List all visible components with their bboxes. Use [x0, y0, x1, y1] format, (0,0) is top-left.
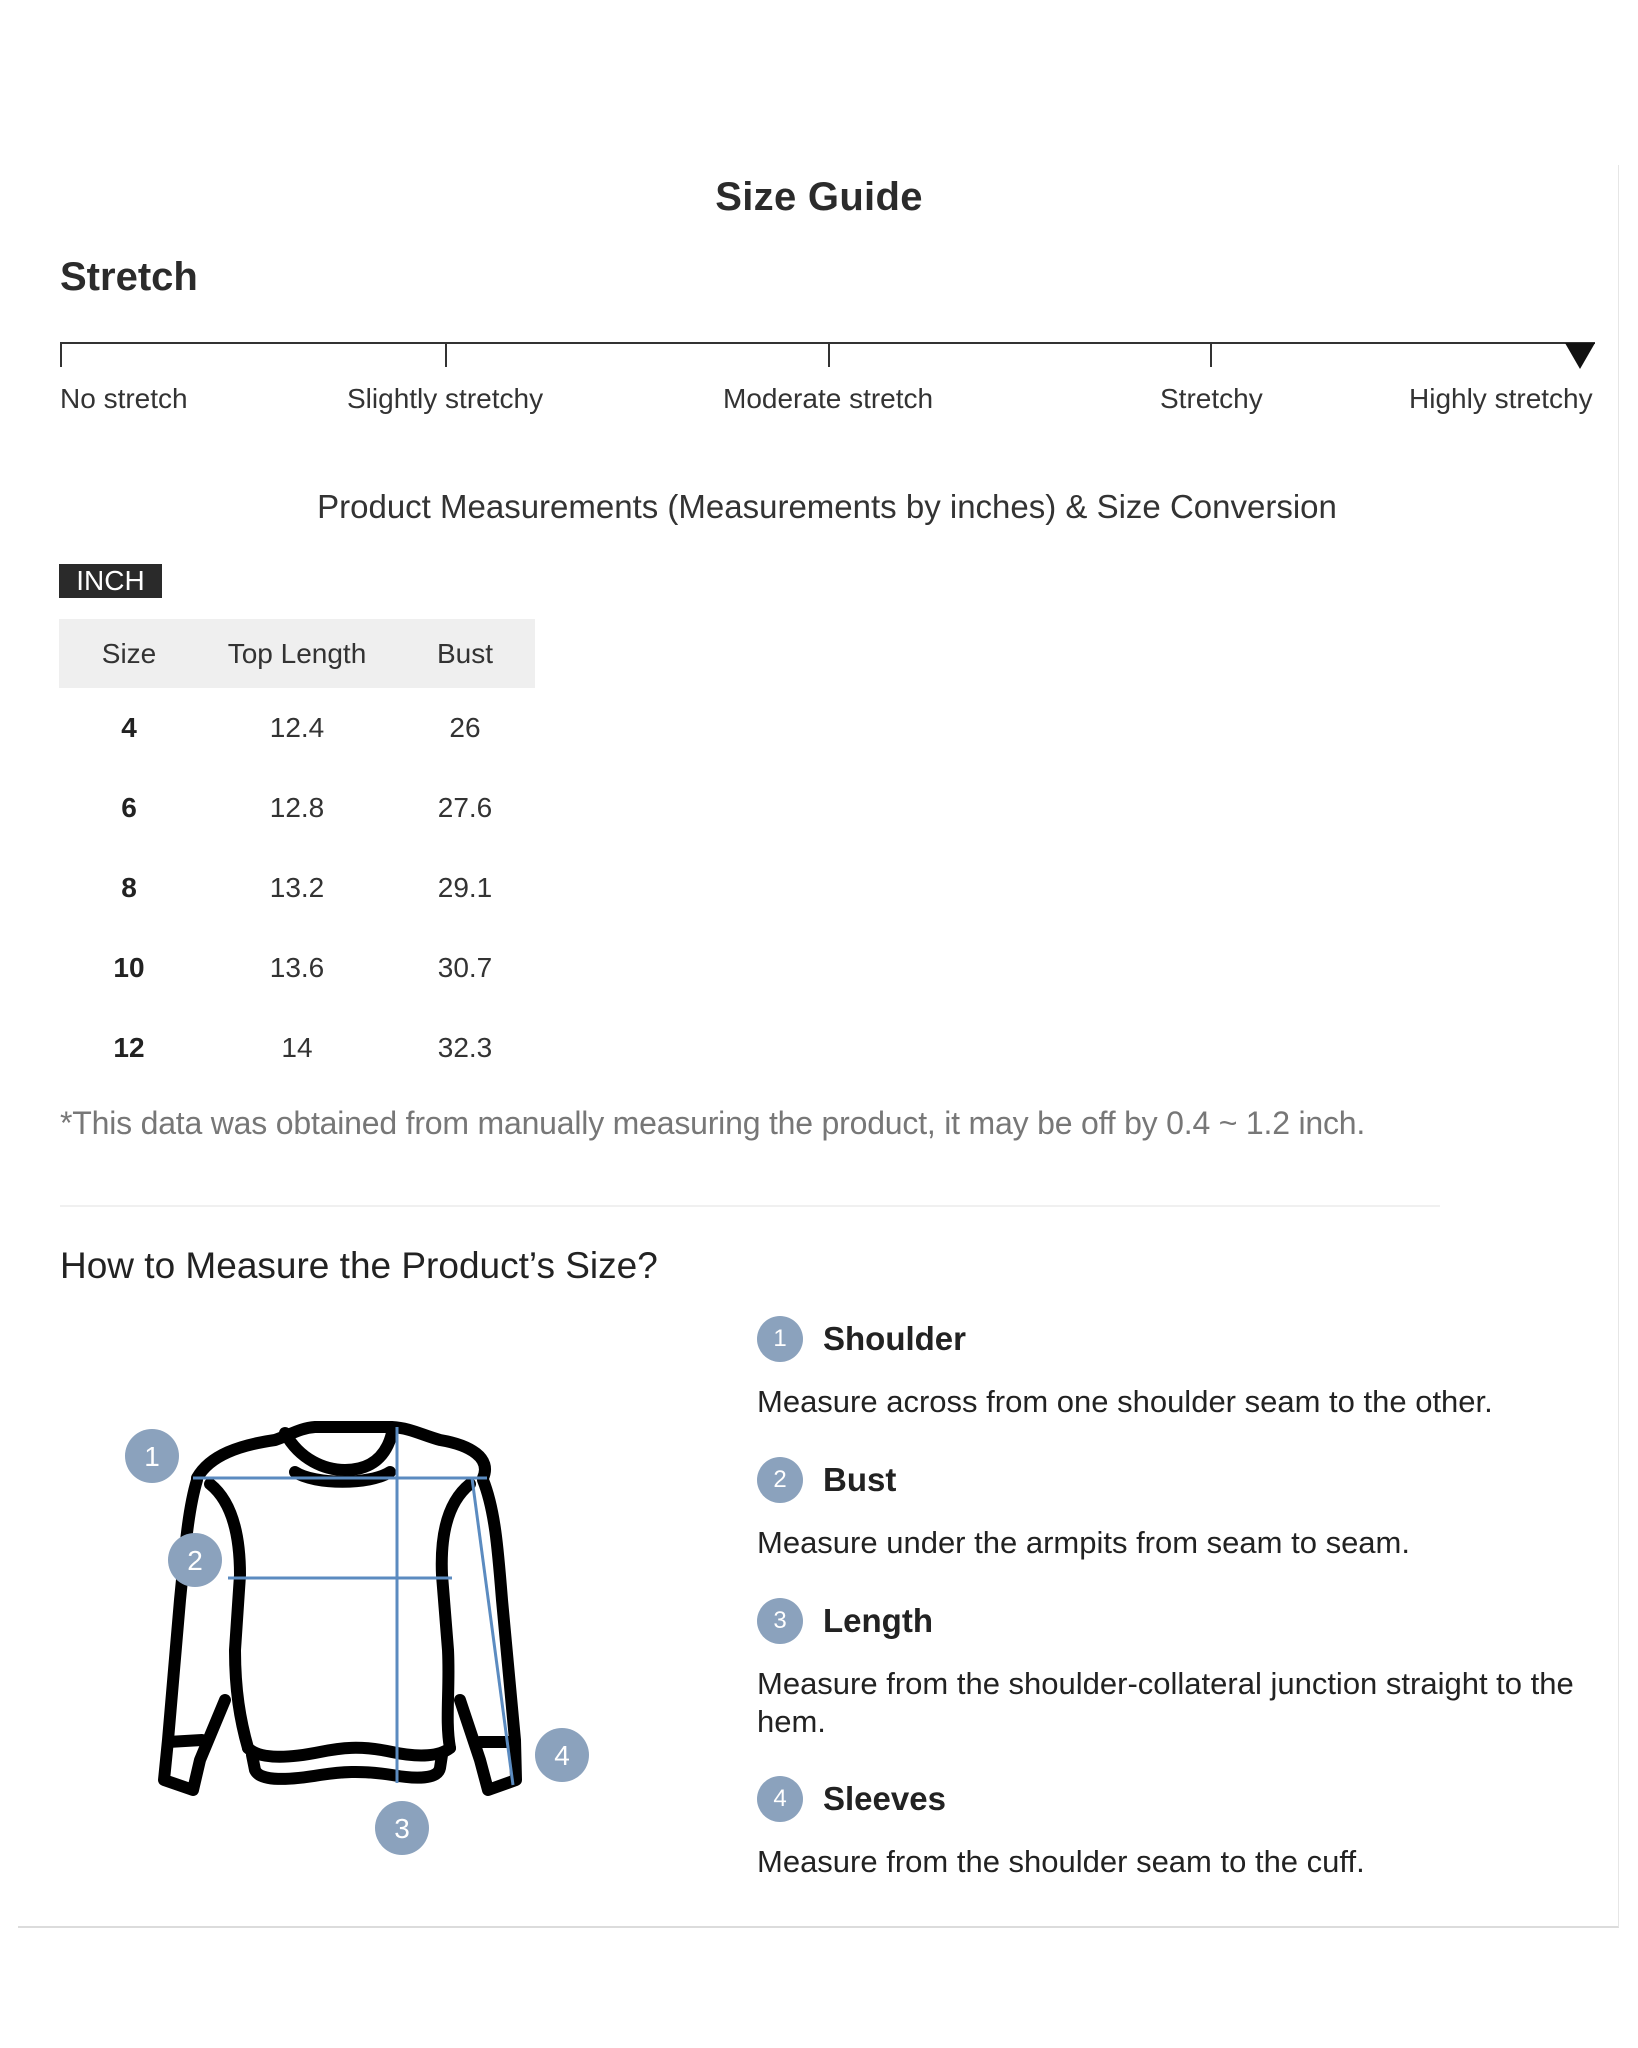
cell-size: 6 — [121, 792, 137, 823]
step-description: Measure under the armpits from seam to seam. — [757, 1525, 1410, 1560]
stretch-label-selected: Highly stretchy — [1409, 383, 1593, 414]
cell-top-length: 14 — [281, 1032, 313, 1063]
marker-sleeves: 4 — [554, 1740, 570, 1771]
step-number-badge: 2 — [757, 1457, 803, 1503]
marker-length: 3 — [394, 1813, 410, 1844]
step-title: Bust — [823, 1461, 897, 1498]
table-row — [59, 768, 535, 848]
stretch-tick — [1210, 342, 1212, 367]
step-description: Measure from the shoulder-collateral junction straight to the hem. — [757, 1666, 1574, 1739]
size-table — [59, 619, 535, 1088]
cell-bust: 32.3 — [437, 1032, 493, 1063]
step-number-badge: 4 — [757, 1776, 803, 1822]
step-title: Length — [823, 1602, 933, 1639]
step-number-badge: 1 — [757, 1316, 803, 1362]
cell-size: 8 — [121, 872, 137, 903]
step-length — [757, 1597, 1617, 1741]
section-divider — [60, 1205, 1440, 1207]
stretch-tick — [445, 342, 447, 367]
marker-bust: 2 — [187, 1545, 203, 1576]
unit-badge[interactable]: INCH — [59, 564, 162, 598]
cell-bust: 26 — [449, 712, 481, 743]
measurement-disclaimer: *This data was obtained from manually measuring the product, it may be off by 0.4 ~ 1.2 inch. — [60, 1105, 1366, 1141]
cell-top-length: 12.8 — [269, 792, 325, 823]
step-sleeves — [757, 1775, 1617, 1881]
sweater-diagram-icon — [100, 1400, 620, 1920]
stretch-label: Moderate stretch — [723, 383, 934, 414]
stretch-tick — [60, 342, 62, 367]
cell-top-length: 13.6 — [269, 952, 325, 983]
step-shoulder — [757, 1315, 1617, 1421]
column-header-bust: Bust — [395, 619, 535, 688]
step-title: Sleeves — [823, 1780, 946, 1817]
cell-top-length: 13.2 — [269, 872, 325, 903]
stretch-label: No stretch — [60, 383, 188, 414]
cell-size: 12 — [113, 1032, 145, 1063]
page-title: Size Guide — [715, 175, 923, 219]
step-description: Measure from the shoulder seam to the cuff. — [757, 1844, 1365, 1879]
step-bust — [757, 1456, 1617, 1562]
how-to-measure-heading: How to Measure the Product’s Size? — [60, 1245, 658, 1286]
column-header-top-length: Top Length — [199, 619, 395, 688]
column-header-size: Size — [59, 619, 199, 688]
stretch-tick — [828, 342, 830, 367]
cell-top-length: 12.4 — [269, 712, 325, 743]
stretch-label: Slightly stretchy — [347, 383, 544, 414]
table-row — [59, 1008, 535, 1088]
cell-bust: 29.1 — [437, 872, 493, 903]
step-description: Measure across from one shoulder seam to the other. — [757, 1384, 1493, 1419]
cell-size: 4 — [121, 712, 137, 743]
cell-bust: 27.6 — [437, 792, 493, 823]
marker-shoulder: 1 — [144, 1441, 160, 1472]
measurements-heading: Product Measurements (Measurements by inches) & Size Conversion — [317, 488, 1337, 525]
step-title: Shoulder — [823, 1320, 967, 1357]
stretch-heading: Stretch — [60, 255, 198, 299]
table-row — [59, 928, 535, 1008]
cell-bust: 30.7 — [437, 952, 493, 983]
table-row — [59, 688, 535, 768]
cell-size: 10 — [113, 952, 145, 983]
table-header-row — [59, 619, 535, 688]
stretch-pointer-icon — [1565, 343, 1595, 369]
step-number-badge: 3 — [757, 1598, 803, 1644]
stretch-label: Stretchy — [1160, 383, 1263, 414]
table-row — [59, 848, 535, 928]
